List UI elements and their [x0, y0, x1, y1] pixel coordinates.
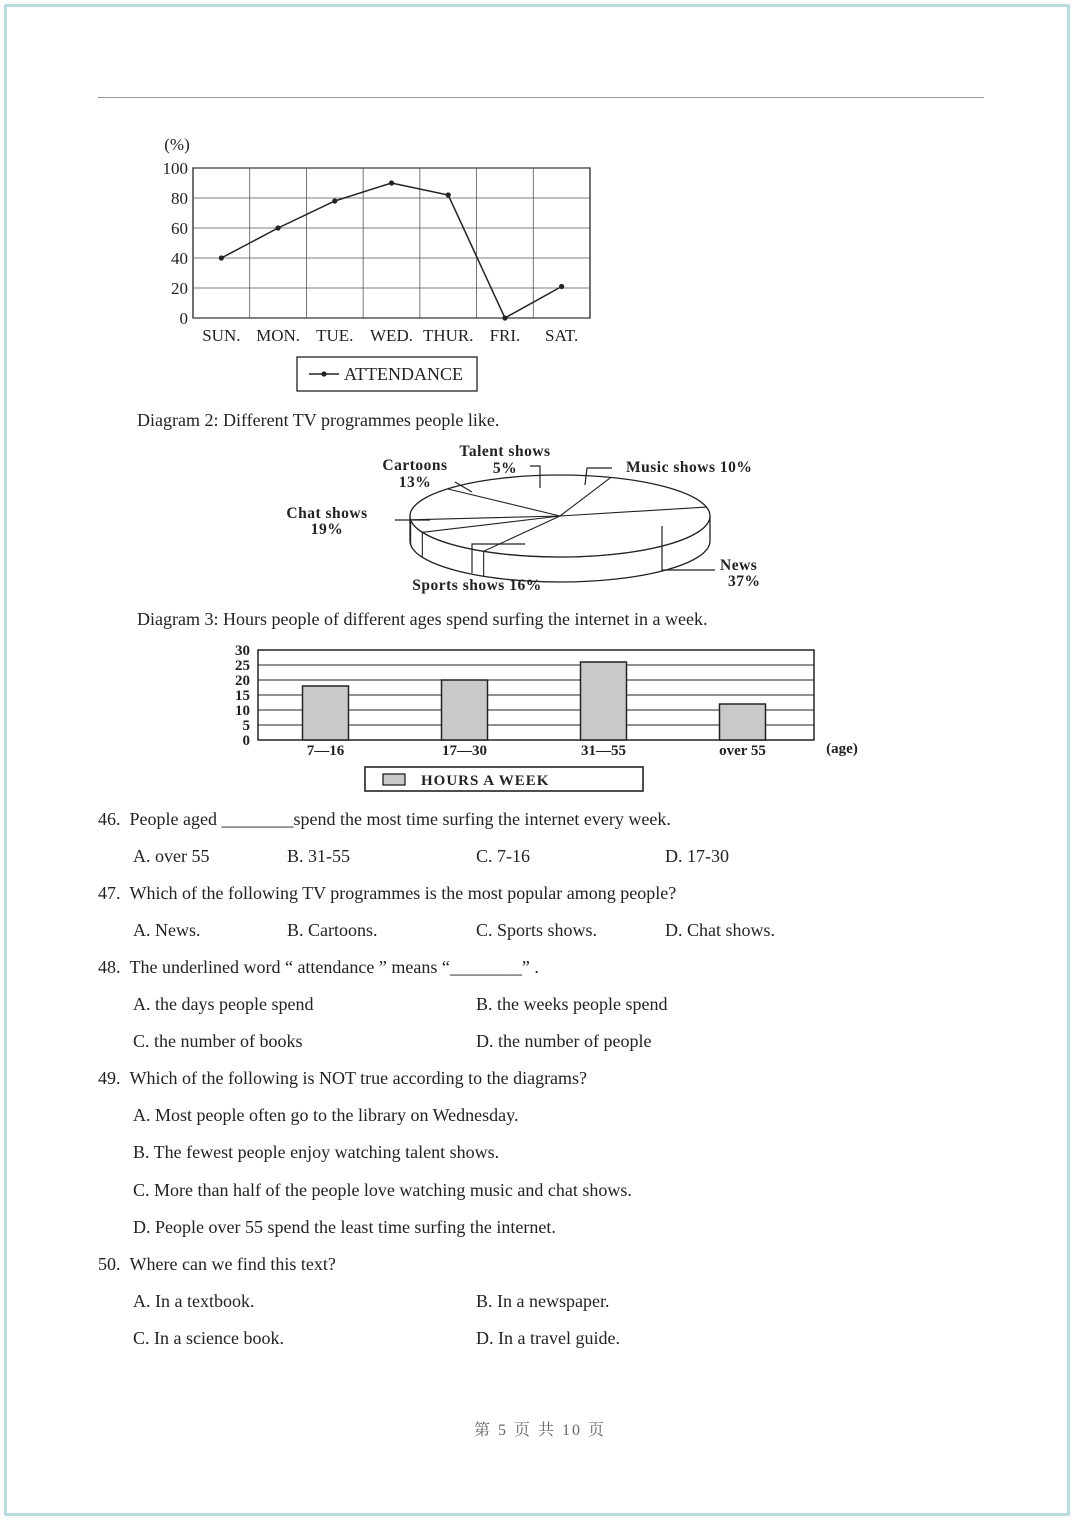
option-47-b[interactable]: B. Cartoons. [287, 920, 378, 940]
question-stem: People aged ________spend the most time surfing the internet every week. [129, 809, 671, 829]
option-48-a[interactable]: A. the days people spend [133, 994, 314, 1014]
y-tick-label: 40 [171, 249, 188, 268]
option-48-c[interactable]: C. the number of books [133, 1031, 303, 1051]
y-tick-label: 10 [235, 703, 250, 719]
question-stem: Which of the following TV programmes is the most popular among people? [129, 883, 677, 903]
x-tick-label: 7—16 [306, 743, 345, 759]
x-tick-label: 17—30 [442, 743, 487, 759]
question-stem: The underlined word “ attendance ” means “________” . [129, 957, 539, 977]
header-rule [98, 97, 984, 98]
cartoons-label: Cartoons [382, 457, 448, 474]
diagram3-caption: Diagram 3: Hours people of different ages spend surfing the internet in a week. [137, 609, 708, 629]
question-49 [98, 1068, 587, 1089]
x-tick-label: SUN. [202, 326, 241, 345]
y-tick-label: 80 [171, 189, 188, 208]
legend-label: HOURS A WEEK [421, 773, 550, 789]
x-tick-label: MON. [256, 326, 301, 345]
question-number: 50. [98, 1254, 121, 1274]
bar [442, 680, 488, 740]
attendance-line-chart [140, 130, 620, 400]
x-tick-label: THUR. [422, 326, 474, 345]
plot-frame [193, 168, 590, 318]
question-47 [98, 883, 676, 904]
option-49-b[interactable]: B. The fewest people enjoy watching talent shows. [133, 1142, 500, 1162]
option-47-a[interactable]: A. News. [133, 920, 201, 940]
question-50 [98, 1254, 336, 1275]
internet-hours-bar-chart [210, 640, 870, 800]
option-46-b[interactable]: B. 31-55 [287, 846, 350, 866]
option-50-d[interactable]: D. In a travel guide. [476, 1328, 620, 1348]
talent-pct: 5% [492, 460, 518, 477]
bar [303, 686, 349, 740]
chat-label: Chat shows [286, 505, 368, 522]
attendance-point [389, 180, 394, 185]
attendance-point [332, 198, 337, 203]
y-tick-label: 20 [235, 673, 250, 689]
bar [720, 704, 766, 740]
option-47-c[interactable]: C. Sports shows. [476, 920, 598, 940]
news-label: News [720, 557, 758, 574]
cartoons-pct: 13% [398, 474, 432, 491]
option-46-d[interactable]: D. 17-30 [665, 846, 729, 866]
sports-label: Sports shows 16% [412, 577, 542, 594]
x-tick-label: 31—55 [581, 743, 626, 759]
y-tick-label: 20 [171, 279, 188, 298]
legend-label: ATTENDANCE [344, 364, 463, 384]
y-tick-label: 100 [162, 159, 188, 178]
y-tick-label: 25 [235, 658, 250, 674]
question-number: 46. [98, 809, 121, 829]
page-footer: 第 5 页 共 10 页 [473, 1422, 606, 1439]
option-50-b[interactable]: B. In a newspaper. [476, 1291, 610, 1311]
x-tick-label: TUE. [316, 326, 354, 345]
x-tick-label: over 55 [719, 743, 766, 759]
attendance-line [221, 183, 561, 318]
news-pct: 37% [728, 573, 761, 590]
x-tick-label: SAT. [545, 326, 579, 345]
y-tick-label: 15 [235, 688, 250, 704]
option-48-b[interactable]: B. the weeks people spend [476, 994, 668, 1014]
x-tick-label: WED. [370, 326, 413, 345]
chat-pct: 19% [310, 521, 344, 538]
question-number: 47. [98, 883, 121, 903]
option-50-a[interactable]: A. In a textbook. [133, 1291, 255, 1311]
tv-programmes-pie-chart [250, 440, 830, 600]
option-49-d[interactable]: D. People over 55 spend the least time surfing the internet. [133, 1217, 556, 1237]
question-stem: Where can we find this text? [129, 1254, 336, 1274]
y-tick-label: 0 [242, 733, 250, 749]
x-tick-label: FRI. [489, 326, 521, 345]
option-48-d[interactable]: D. the number of people [476, 1031, 652, 1051]
y-tick-label: 5 [242, 718, 250, 734]
option-49-c[interactable]: C. More than half of the people love watching music and chat shows. [133, 1180, 632, 1200]
option-46-a[interactable]: A. over 55 [133, 846, 210, 866]
question-number: 49. [98, 1068, 121, 1088]
attendance-point [502, 315, 507, 320]
option-47-d[interactable]: D. Chat shows. [665, 920, 776, 940]
talent-label: Talent shows [459, 443, 551, 460]
option-46-c[interactable]: C. 7-16 [476, 846, 530, 866]
attendance-point [559, 284, 564, 289]
x-axis-label: (age) [826, 741, 858, 757]
bar [581, 662, 627, 740]
legend-swatch [383, 774, 405, 785]
diagram2-caption: Diagram 2: Different TV programmes people like. [137, 410, 500, 430]
question-48 [98, 957, 539, 978]
y-tick-label: 0 [179, 309, 188, 328]
attendance-point [219, 255, 224, 260]
question-stem: Which of the following is NOT true according to the diagrams? [129, 1068, 588, 1088]
y-tick-label: 60 [171, 219, 188, 238]
y-tick-label: 30 [235, 643, 250, 659]
attendance-point [446, 192, 451, 197]
option-49-a[interactable]: A. Most people often go to the library on Wednesday. [133, 1105, 519, 1125]
attendance-point [275, 225, 280, 230]
legend-point-swatch [321, 371, 326, 376]
question-number: 48. [98, 957, 121, 977]
option-50-c[interactable]: C. In a science book. [133, 1328, 284, 1348]
music-label: Music shows 10% [626, 459, 753, 476]
y-axis-label: (%) [164, 135, 190, 154]
question-46 [98, 809, 671, 830]
